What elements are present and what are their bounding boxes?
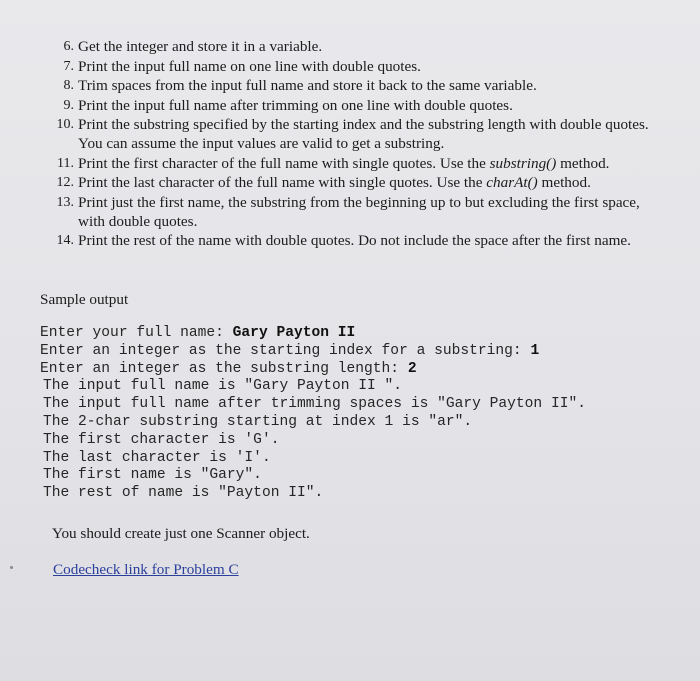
instruction-item xyxy=(50,76,670,95)
output-text: Enter an integer as the substring length: xyxy=(40,360,408,377)
output-text: The last character is 'I'. xyxy=(43,449,271,466)
instruction-item xyxy=(50,115,670,153)
instruction-text: Print just the first name, the substring from the beginning up to but excluding the first space, with double quotes. xyxy=(78,193,640,230)
instruction-text: Trim spaces from the input full name and store it back to the same variable. xyxy=(78,77,537,94)
bullet-dot xyxy=(10,566,13,569)
instruction-item xyxy=(50,57,670,76)
output-line xyxy=(40,450,586,468)
instruction-number: 12. xyxy=(56,175,74,191)
instruction-number: 10. xyxy=(56,117,74,132)
sample-output-heading: Sample output xyxy=(40,291,129,308)
instruction-number: 8. xyxy=(63,78,74,93)
output-text: The 2-char substring starting at index 1 is "ar". xyxy=(43,413,473,430)
scanner-note: You should create just one Scanner object. xyxy=(52,525,310,542)
output-text: The rest of name is "Payton II". xyxy=(43,485,324,502)
output-text: The first character is 'G'. xyxy=(43,431,280,448)
instruction-number: 6. xyxy=(63,39,74,54)
output-line xyxy=(40,361,586,379)
method-name: substring() xyxy=(489,154,557,172)
output-text: Enter an integer as the starting index for a substring: xyxy=(40,342,531,359)
output-line xyxy=(40,396,586,414)
output-line xyxy=(40,343,586,361)
instruction-item xyxy=(50,231,670,250)
instruction-number: 11. xyxy=(57,155,74,171)
sample-output-block xyxy=(40,325,586,503)
instruction-text: Print the rest of the name with double quotes. Do not include the space after the first name. xyxy=(78,232,631,250)
instruction-item xyxy=(50,193,670,231)
output-line xyxy=(40,378,586,396)
output-text: The input full name is "Gary Payton II ". xyxy=(43,378,403,395)
output-text: The input full name after trimming spaces is "Gary Payton II". xyxy=(43,396,586,413)
instruction-text: method. xyxy=(556,154,610,172)
instruction-text: Print the input full name on one line with double quotes. xyxy=(78,57,421,75)
output-line xyxy=(40,325,586,343)
user-input-value: 2 xyxy=(407,360,417,377)
output-text: Enter your full name: xyxy=(40,325,233,341)
instruction-item xyxy=(50,37,670,56)
instruction-text: Print the last character of the full name with single quotes. Use the xyxy=(78,174,487,192)
instruction-number: 13. xyxy=(56,194,74,210)
codecheck-link[interactable]: Codecheck link for Problem C xyxy=(53,561,239,578)
instruction-number: 14. xyxy=(56,233,74,249)
output-line xyxy=(40,414,586,432)
instruction-text: Get the integer and store it in a variable. xyxy=(78,38,323,55)
instruction-item xyxy=(50,173,670,192)
instruction-item xyxy=(50,96,670,115)
output-line xyxy=(40,467,586,485)
output-text: The first name is "Gary". xyxy=(43,467,262,484)
instruction-item xyxy=(50,154,670,173)
instruction-text: Print the first character of the full name with single quotes. Use the xyxy=(78,154,490,172)
instruction-text: method. xyxy=(537,174,591,192)
instruction-text: Print the substring specified by the starting index and the substring length with double quotes. You can assume the input values are valid to get a substring. xyxy=(78,116,649,153)
instruction-list xyxy=(50,37,670,251)
instruction-number: 9. xyxy=(63,97,74,113)
instruction-number: 7. xyxy=(63,58,74,74)
method-name: charAt() xyxy=(486,174,538,192)
instruction-text: Print the input full name after trimming on one line with double quotes. xyxy=(78,96,513,114)
output-line xyxy=(40,432,586,450)
user-input-value: Gary Payton II xyxy=(232,325,356,341)
user-input-value: 1 xyxy=(530,342,540,359)
output-line xyxy=(40,485,586,503)
